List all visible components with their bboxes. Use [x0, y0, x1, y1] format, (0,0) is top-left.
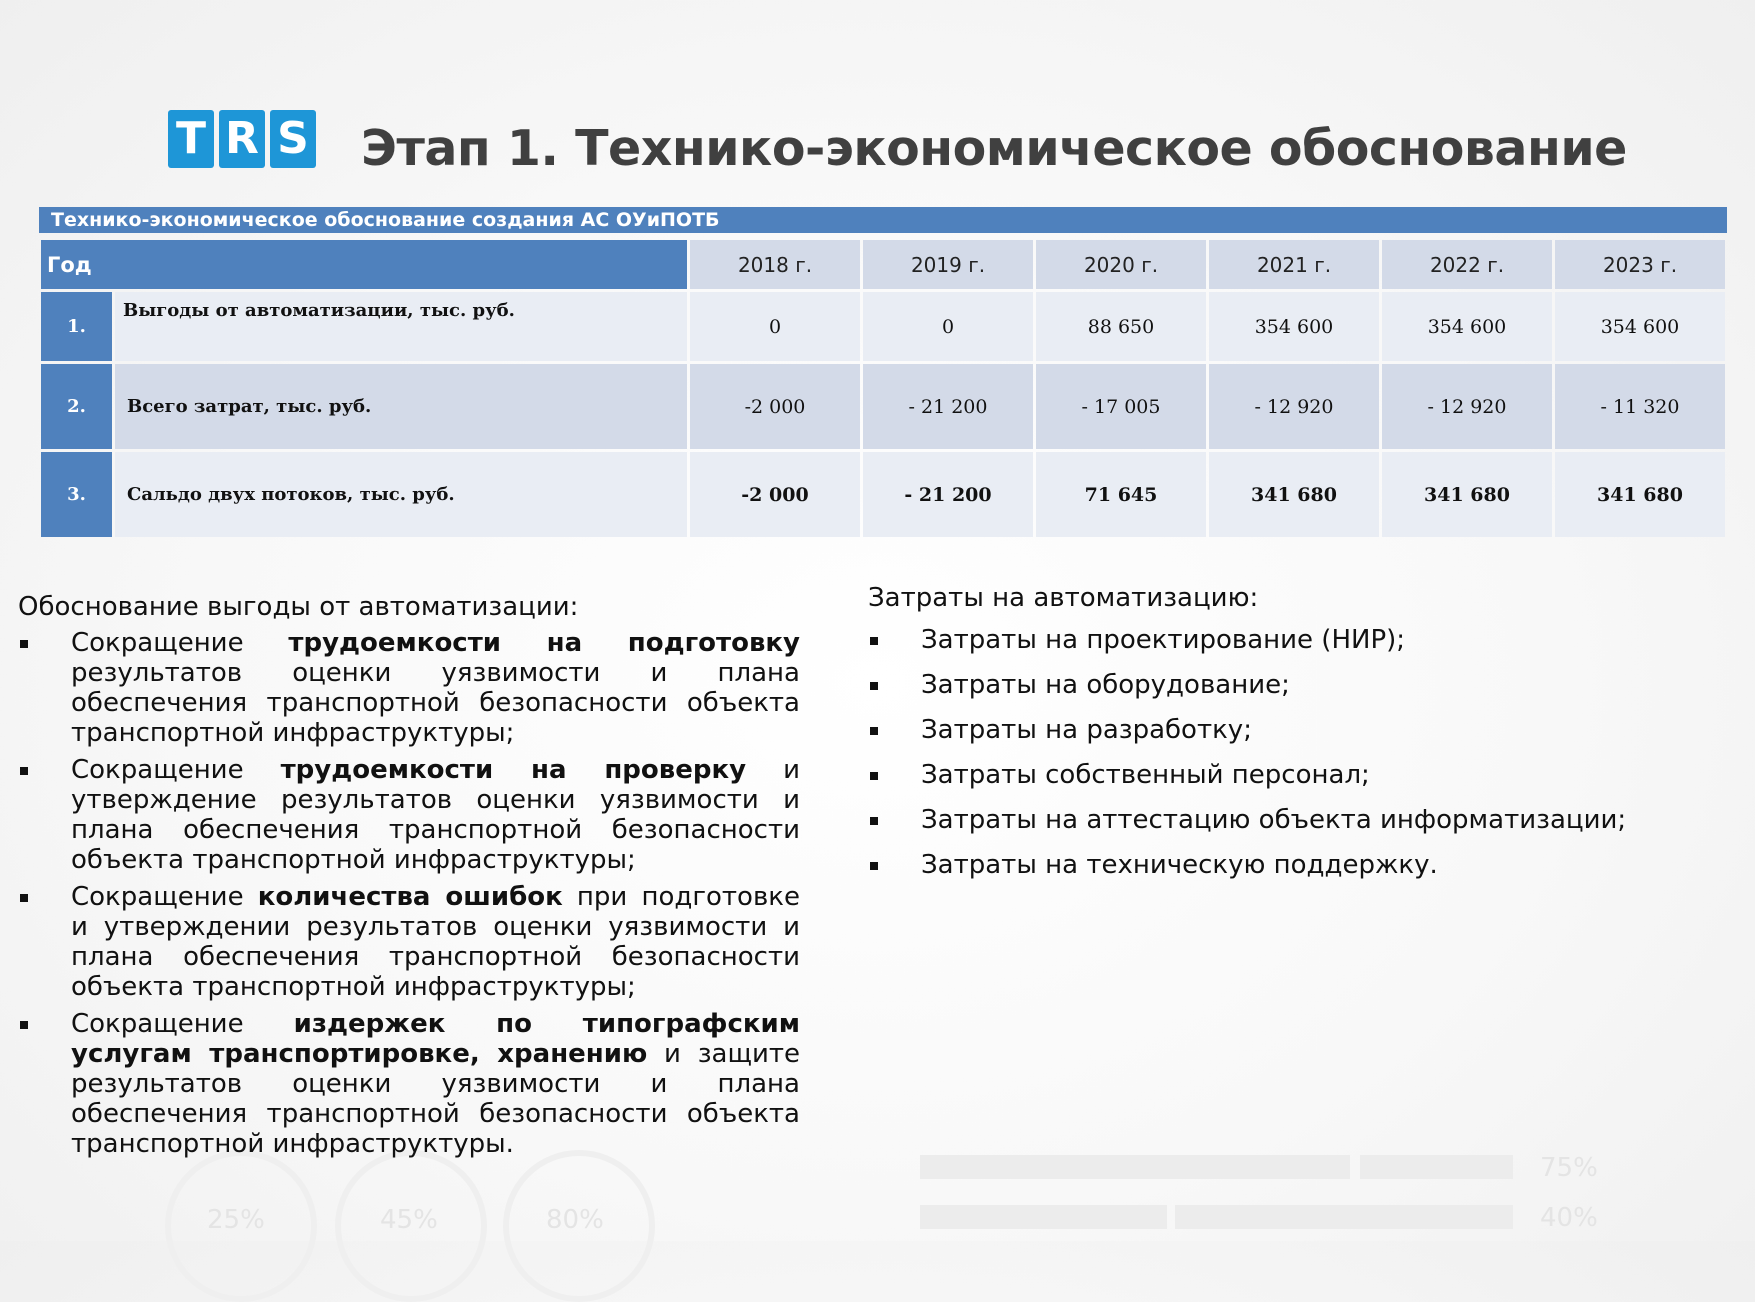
- table-cell: 88 650: [1036, 292, 1206, 361]
- bullet-icon: [870, 682, 878, 690]
- costs-section: [868, 583, 1728, 895]
- item-text: Сокращение: [71, 628, 289, 658]
- bullet-icon: [20, 1021, 28, 1029]
- item-emphasis: трудоемкости на подготовку: [288, 628, 800, 658]
- watermark-bar: [1175, 1205, 1513, 1229]
- table-row: [41, 364, 1725, 449]
- costs-title: Затраты на автоматизацию:: [868, 583, 1259, 613]
- bullet-icon: [870, 727, 878, 735]
- list-item: [18, 1009, 800, 1159]
- item-emphasis: издержек по типографским услугам транспортировке, хранению: [71, 1009, 800, 1069]
- list-item: [18, 628, 800, 748]
- table-header-row: [41, 240, 1725, 289]
- row-number: 2.: [41, 364, 112, 449]
- bullet-icon: [870, 637, 878, 645]
- costs-list: [868, 625, 1728, 880]
- bullet-icon: [870, 817, 878, 825]
- feasibility-table: [38, 237, 1728, 540]
- table-cell: 341 680: [1555, 452, 1725, 537]
- table-cell: 0: [863, 292, 1033, 361]
- page-title: Этап 1. Технико-экономическое обоснование: [361, 120, 1627, 177]
- row-number: 3.: [41, 452, 112, 537]
- table-cell: 354 600: [1209, 292, 1379, 361]
- item-text: и утверждение результатов оценки уязвимости и плана обеспечения транспортной безопасности объекта транспортной инфраструктуры;: [71, 755, 800, 875]
- item-text: и защите результатов оценки уязвимости и плана обеспечения транспортной безопасности объекта транспортной инфраструктуры.: [71, 1039, 801, 1159]
- watermark-bar: [920, 1205, 1167, 1229]
- benefits-title: Обоснование выгоды от автоматизации:: [18, 592, 579, 622]
- logo-letter-s: S: [270, 110, 316, 168]
- bullet-icon: [870, 862, 878, 870]
- list-item: [868, 805, 1728, 835]
- logo-letter-t: T: [168, 110, 214, 168]
- watermark-bar: [1360, 1155, 1513, 1179]
- row-number: 1.: [41, 292, 112, 361]
- bullet-icon: [20, 767, 28, 775]
- table-cell: - 12 920: [1209, 364, 1379, 449]
- item-text: Сокращение: [71, 1009, 294, 1039]
- column-header: 2023 г.: [1555, 240, 1725, 289]
- table-row: [41, 292, 1725, 361]
- table-cell: 341 680: [1382, 452, 1552, 537]
- column-header-year: Год: [41, 240, 687, 289]
- benefits-section: [18, 592, 800, 1166]
- item-text: Затраты на оборудование;: [921, 670, 1290, 700]
- watermark-label: 80%: [546, 1205, 604, 1235]
- list-item: [868, 625, 1728, 655]
- column-header: 2018 г.: [690, 240, 860, 289]
- column-header: 2022 г.: [1382, 240, 1552, 289]
- item-text: Затраты собственный персонал;: [921, 760, 1370, 790]
- item-emphasis: трудоемкости на проверку: [280, 755, 747, 785]
- table-cell: 341 680: [1209, 452, 1379, 537]
- table-cell: - 17 005: [1036, 364, 1206, 449]
- item-text: результатов оценки уязвимости и плана обеспечения транспортной безопасности объекта транспортной инфраструктуры;: [71, 658, 800, 748]
- column-header: 2021 г.: [1209, 240, 1379, 289]
- table-cell: 71 645: [1036, 452, 1206, 537]
- row-label: Сальдо двух потоков, тыс. руб.: [115, 452, 687, 537]
- column-header: 2019 г.: [863, 240, 1033, 289]
- watermark-bar: [920, 1155, 1350, 1179]
- benefits-list: [18, 628, 800, 1159]
- list-item: [868, 850, 1728, 880]
- list-item: [868, 760, 1728, 790]
- item-text: Затраты на разработку;: [921, 715, 1252, 745]
- list-item: [868, 670, 1728, 700]
- item-text: при подготовке и утверждении результатов оценки уязвимости и плана обеспечения транспортной безопасности объекта транспортной инфраструктуры;: [71, 882, 800, 1002]
- table-cell: - 21 200: [863, 452, 1033, 537]
- list-item: [868, 715, 1728, 745]
- bullet-icon: [870, 772, 878, 780]
- table-cell: 354 600: [1555, 292, 1725, 361]
- item-text: Затраты на техническую поддержку.: [921, 850, 1438, 880]
- table-caption: Технико-экономическое обоснование создания АС ОУиПОТБ: [39, 207, 1727, 233]
- column-header: 2020 г.: [1036, 240, 1206, 289]
- item-text: Затраты на аттестацию объекта информатизации;: [921, 805, 1627, 835]
- table-cell: - 11 320: [1555, 364, 1725, 449]
- bullet-icon: [20, 640, 28, 648]
- list-item: [18, 882, 800, 1002]
- table-row: [41, 452, 1725, 537]
- trs-logo: [168, 110, 316, 168]
- watermark-label: 75%: [1540, 1153, 1598, 1183]
- watermark-label: 45%: [380, 1205, 438, 1235]
- logo-letter-r: R: [219, 110, 265, 168]
- row-label: Выгоды от автоматизации, тыс. руб.: [115, 292, 687, 361]
- table-cell: 354 600: [1382, 292, 1552, 361]
- item-text: Сокращение: [71, 882, 258, 912]
- item-text: Затраты на проектирование (НИР);: [921, 625, 1406, 655]
- watermark-label: 40%: [1540, 1203, 1598, 1233]
- table-cell: - 12 920: [1382, 364, 1552, 449]
- list-item: [18, 755, 800, 875]
- item-text: Сокращение: [71, 755, 281, 785]
- item-emphasis: количества ошибок: [257, 882, 563, 912]
- table-cell: -2 000: [690, 364, 860, 449]
- table-cell: -2 000: [690, 452, 860, 537]
- watermark-label: 25%: [207, 1205, 265, 1235]
- table-cell: 0: [690, 292, 860, 361]
- table-cell: - 21 200: [863, 364, 1033, 449]
- row-label: Всего затрат, тыс. руб.: [115, 364, 687, 449]
- bullet-icon: [20, 894, 28, 902]
